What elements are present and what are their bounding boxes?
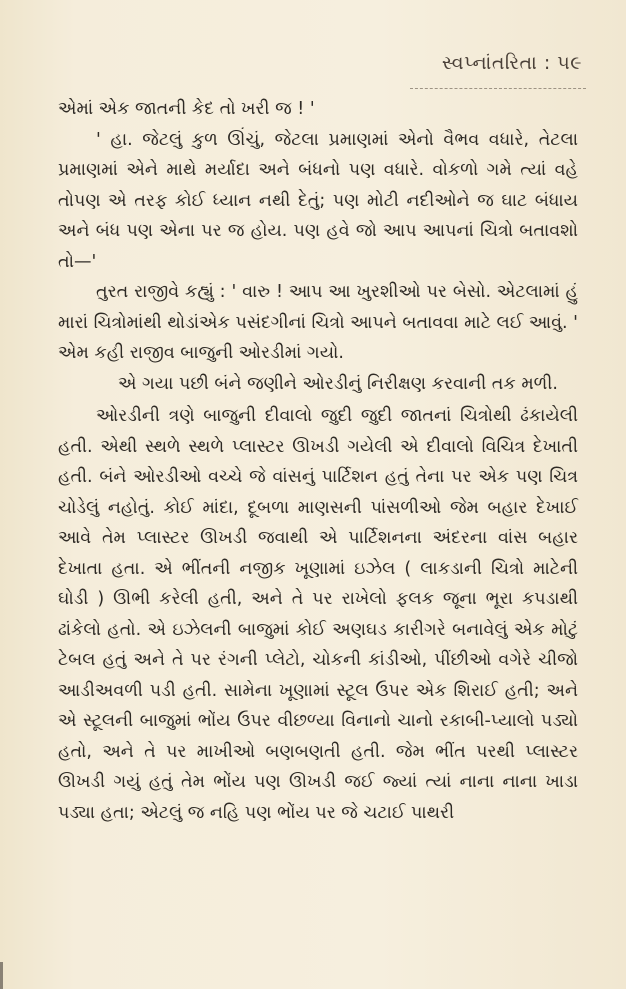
paragraph: એમાં એક જાતની કેદ તો ખરી જ ! ' [58,99,315,119]
paragraph: એ ગયા પછી બંને જણીને ઓરડીનું નિરીક્ષણ કરવાની તક મળી. [118,373,558,394]
paragraph: તુરત રાજીવે કહ્યું : ' વારુ ! આપ આ ખુરશીઓ પર બેસો. એટલામાં હું મારાં ચિત્રોમાંથી થોડાંએક પસંદગીનાં ચિત્રો આપને બતાવવા માટે લઈ આવું. ' એમ કહી રાજીવ બાજુની ઓરડીમાં ગયો. [58,282,578,363]
header-rule [410,84,586,89]
running-head: સ્વપ્નાંતરિતા : ૫૯ [441,52,582,74]
body-text [58,94,578,828]
paragraph: ' હા. જેટલું કુળ ઊંચું, જેટલા પ્રમાણમાં એનો વૈભવ વધારે, તેટલા પ્રમાણમાં એને માથે મર્યાદા અને બંધનો પણ વધારે. વોકળો ગમે ત્યાં વહે તોપણ એ તરફ કોઈ ધ્યાન નથી દેતું; પણ મોટી નદીઓને જ ઘાટ બંધાય અને બંધ પણ એના પર જ હોય. પણ હવે જો આપ આપનાં ચિત્રો બતાવશો તો—' [58,129,578,272]
page-edge-mark [0,962,3,989]
paragraph: ઓરડીની ત્રણે બાજુની દીવાલો જુદી જુદી જાતનાં ચિત્રોથી ઢંકાયેલી હતી. એથી સ્થળે સ્થળે પ્લાસ્ટર ઊખડી ગયેલી એ દીવાલો વિચિત્ર દેખાતી હતી. બંને ઓરડીઓ વચ્ચે જે વાંસનું પાર્ટિશન હતું તેના પર એક પણ ચિત્ર ચોડેલું નહોતું. કોઈ માંદા, દૂબળા માણસની પાંસળીઓ જેમ બહાર દેખાઈ આવે તેમ પ્લાસ્ટર ઊખડી જવાથી એ પાર્ટિશનના અંદરના વાંસ બહાર દેખાતા હતા. એ ભીંતની નજીક ખૂણામાં ઇઝેલ ( લાકડાની ચિત્રો માટેની ઘોડી ) ઊભી કરેલી હતી, અને તે પર રાખેલો ફલક જૂના ભૂરા કપડાથી ઢાંકેલો હતો. એ ઇઝેલની બાજુમાં કોઈ અણઘડ કારીગરે બનાવેલું એક મોટું ટેબલ હતું અને તે પર રંગની પ્લેટો, ચોકની કાંડીઓ, પીંછીઓ વગેરે ચીજો આડીઅવળી પડી હતી. સામેના ખૂણામાં સ્ટૂલ ઉપર એક શિરાઈ હતી; અને એ સ્ટૂલની બાજુમાં ભોંય ઉપર વીછળ્યા વિનાનો ચાનો રકાબી-પ્યાલો પડ્યો હતો, અને તે પર માખીઓ બણબણતી હતી. જેમ ભીંત પરથી પ્લાસ્ટર ઊખડી ગયું હતું તેમ ભોંય પણ ઊખડી જઈ જ્યાં ત્યાં નાના નાના ખાડા પડ્યા હતા; એટલું જ નહિ પણ ભોંય પર જે ચટાઈ પાથરી [58,406,579,823]
